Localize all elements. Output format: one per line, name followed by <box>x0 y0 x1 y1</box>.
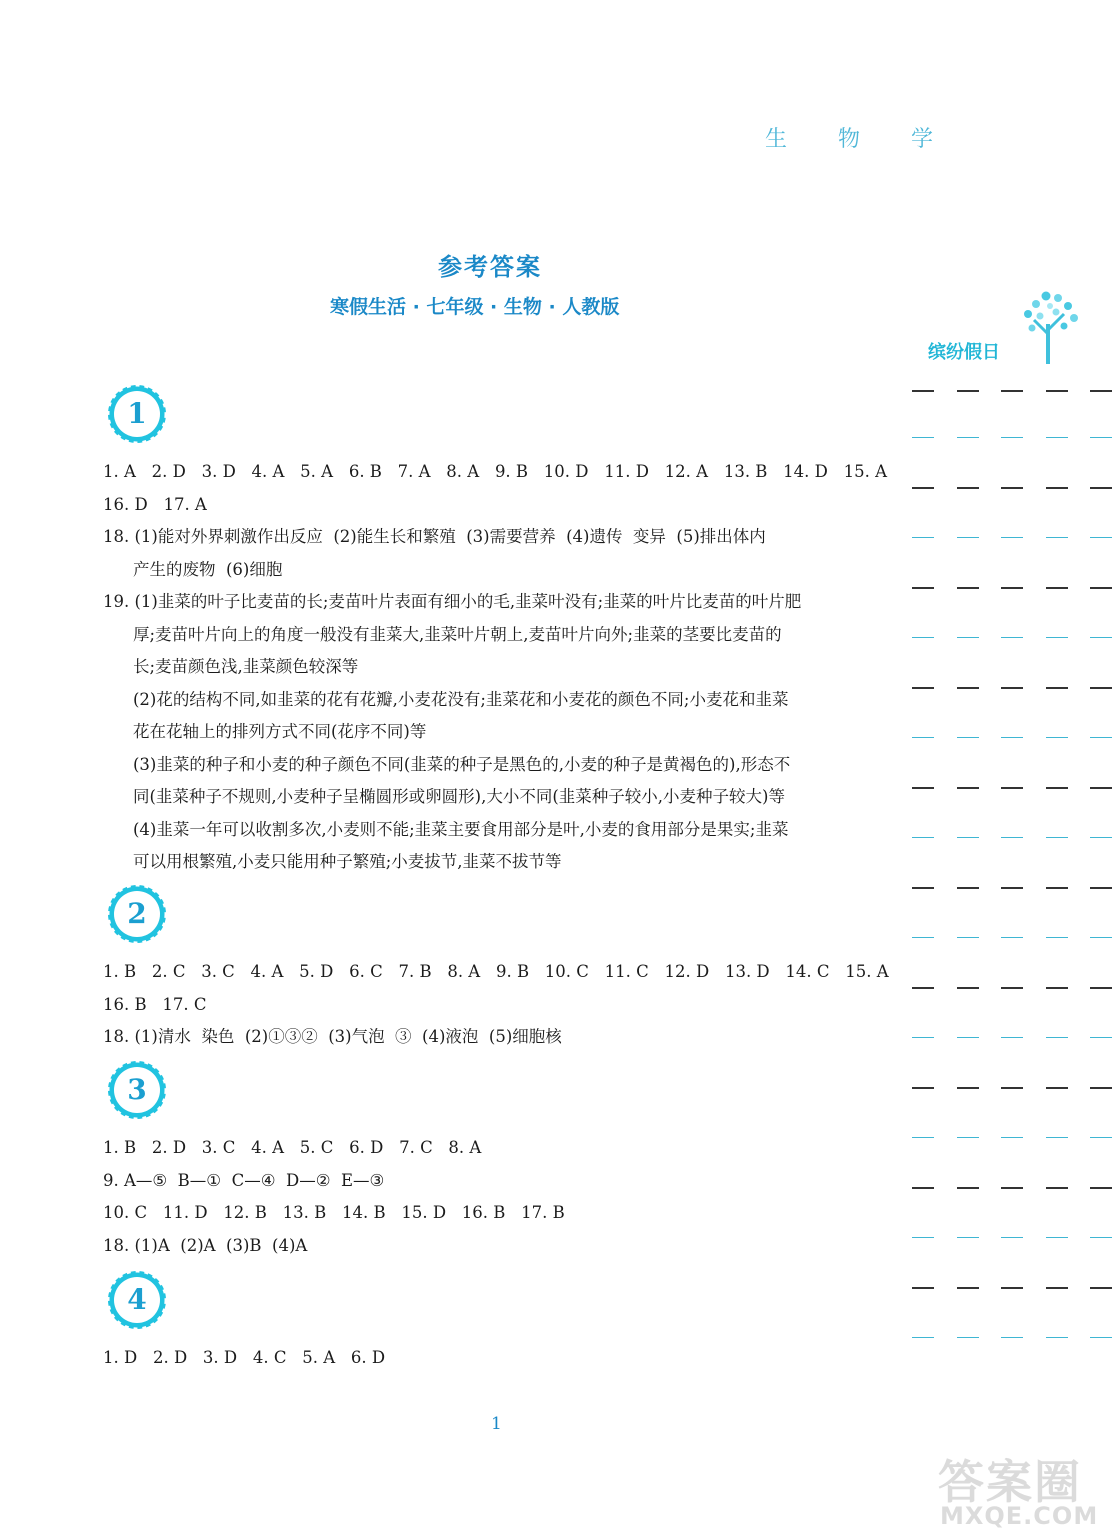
section-number-badge <box>105 882 169 946</box>
answer-line: 花在花轴上的排列方式不同(花序不同)等 <box>133 722 427 741</box>
section-number: 1 <box>127 397 147 430</box>
rule-line <box>912 837 1112 839</box>
brand-logo <box>928 286 1108 366</box>
answer-line: 9. A—⑤ B—① C—④ D—② E—③ <box>103 1170 385 1190</box>
answer-line: 产生的废物 (6)细胞 <box>133 559 283 579</box>
answer-section-4 <box>103 1268 893 1375</box>
rule-line <box>912 737 1112 739</box>
section-number: 4 <box>127 1283 147 1316</box>
section-number-badge <box>105 382 169 446</box>
rule-line <box>912 987 1112 989</box>
watermark-logo-text: 答案圈 <box>938 1455 1082 1509</box>
rule-line <box>912 1037 1112 1039</box>
answer-line: 18. (1)清水 染色 (2)①③② (3)气泡 ③ (4)液泡 (5)细胞核 <box>103 1027 562 1046</box>
rule-line <box>912 537 1112 539</box>
answer-line: 18. (1)A (2)A (3)B (4)A <box>103 1235 308 1255</box>
answer-line: 1. A 2. D 3. D 4. A 5. A 6. B 7. A 8. A 9. B 10. D 11. D 12. A 13. B 14. D 15. A <box>103 462 888 481</box>
rule-line <box>912 937 1112 939</box>
rule-line <box>912 787 1112 789</box>
answer-line: 同(韭菜种子不规则,小麦种子呈椭圆形或卵圆形),大小不同(韭菜种子较小,小麦种子较大)等 <box>133 787 785 806</box>
page-title: 参考答案 <box>438 253 542 281</box>
answer-line: 16. B 17. C <box>103 994 207 1014</box>
rule-line <box>912 587 1112 589</box>
answer-line: (2)花的结构不同,如韭菜的花有花瓣,小麦花没有;韭菜花和小麦花的颜色不同;小麦花和韭菜 <box>133 689 789 709</box>
answer-line: (3)韭菜的种子和小麦的种子颜色不同(韭菜的种子是黑色的,小麦的种子是黄褐色的),形态不 <box>133 754 791 774</box>
answer-line: 1. D 2. D 3. D 4. C 5. A 6. D <box>103 1348 386 1367</box>
answer-line: 厚;麦苗叶片向上的角度一般没有韭菜大,韭菜叶片朝上,麦苗叶片向外;韭菜的茎要比麦苗的 <box>133 624 782 644</box>
answer-line: 10. C 11. D 12. B 13. B 14. B 15. D 16. B 17. B <box>103 1203 565 1222</box>
note-rule-lines <box>912 390 1112 1410</box>
brand-name: 缤纷假日 <box>928 342 1000 363</box>
answer-line: 18. (1)能对外界刺激作出反应 (2)能生长和繁殖 (3)需要营养 (4)遗传 变异 (5)排出体内 <box>103 527 766 546</box>
section-number: 2 <box>127 897 147 930</box>
rule-line <box>912 1187 1112 1189</box>
rule-line <box>912 887 1112 889</box>
rule-line <box>912 437 1112 439</box>
answer-line: 1. B 2. D 3. C 4. A 5. C 6. D 7. C 8. A <box>103 1138 482 1157</box>
answer-section-2 <box>103 882 893 1054</box>
section-number: 3 <box>127 1073 147 1106</box>
rule-line <box>912 1137 1112 1139</box>
page-subtitle: 寒假生活 · 七年级 · 生物 · 人教版 <box>330 296 620 318</box>
rule-line <box>912 1287 1112 1289</box>
rule-line <box>912 1337 1112 1339</box>
answer-line: (4)韭菜一年可以收割多次,小麦则不能;韭菜主要食用部分是叶,小麦的食用部分是果实;韭菜 <box>133 819 789 839</box>
rule-line <box>912 637 1112 639</box>
rule-line <box>912 687 1112 689</box>
section-number-badge <box>105 1268 169 1332</box>
rule-line <box>912 1087 1112 1089</box>
answer-line: 长;麦苗颜色浅,韭菜颜色较深等 <box>133 657 359 676</box>
section-number-badge <box>105 1058 169 1122</box>
answer-line: 19. (1)韭菜的叶子比麦苗的长;麦苗叶片表面有细小的毛,韭菜叶没有;韭菜的叶片比麦苗的叶片肥 <box>103 592 802 611</box>
answer-line: 16. D 17. A <box>103 494 207 514</box>
watermark <box>938 1446 1108 1532</box>
page-number: 1 <box>491 1414 502 1434</box>
rule-line <box>912 487 1112 489</box>
rule-line <box>912 390 1112 392</box>
subject-header: 生 物 学 <box>765 127 955 152</box>
answer-line: 1. B 2. C 3. C 4. A 5. D 6. C 7. B 8. A 9. B 10. C 11. C 12. D 13. D 14. C 15. A <box>103 962 889 981</box>
answer-section-3 <box>103 1058 893 1262</box>
watermark-url: MXQE.COM <box>940 1502 1099 1530</box>
tree-icon <box>1016 286 1086 366</box>
rule-line <box>912 1237 1112 1239</box>
answer-section-1 <box>103 382 893 879</box>
answer-line: 可以用根繁殖,小麦只能用种子繁殖;小麦拔节,韭菜不拔节等 <box>133 852 562 871</box>
